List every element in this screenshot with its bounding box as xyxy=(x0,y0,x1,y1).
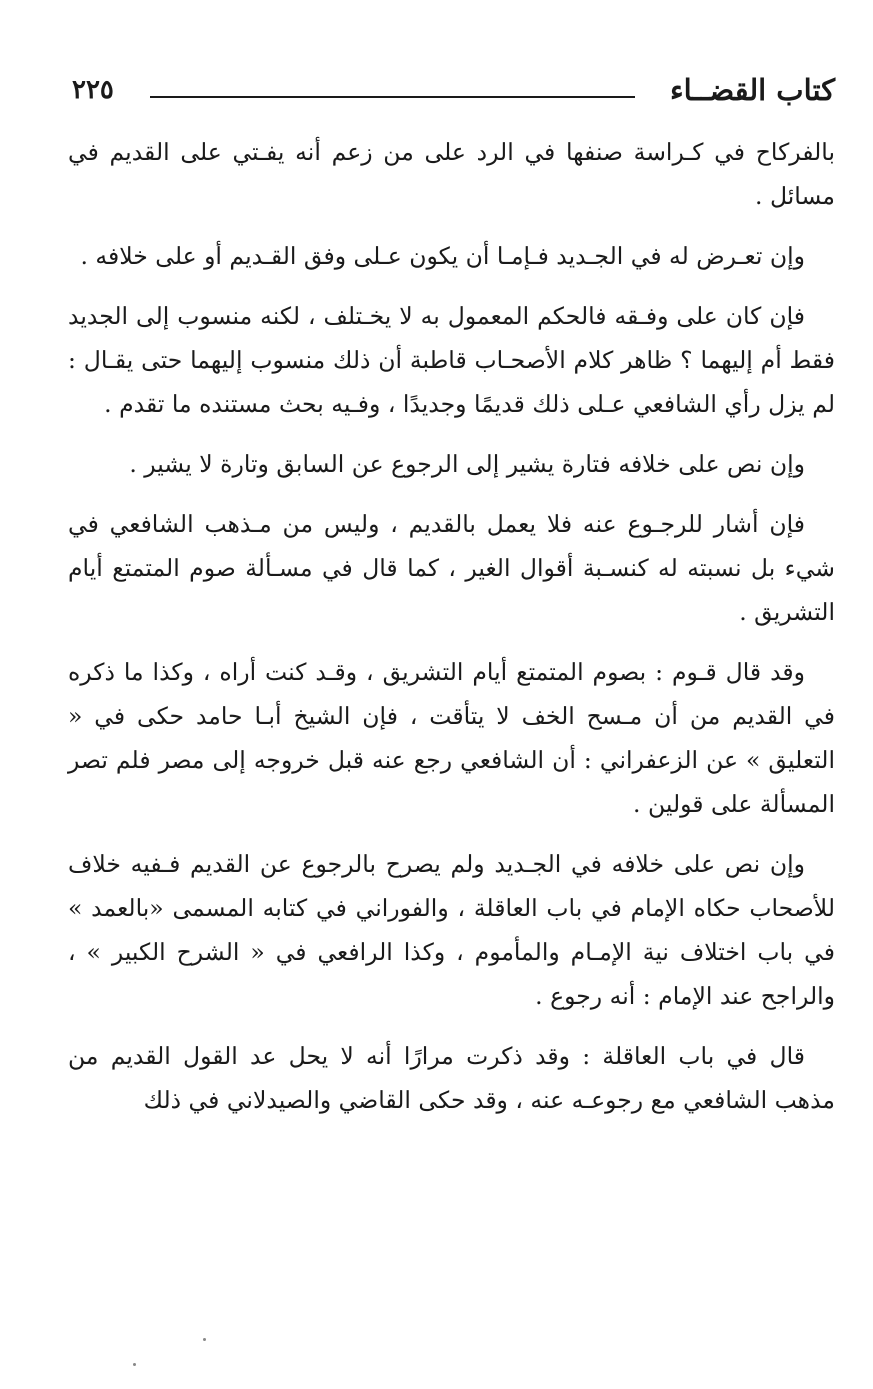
paragraph: وإن نص على خلافه فتارة يشير إلى الرجوع عن السابق وتارة لا يشير . xyxy=(129,450,805,478)
page-header xyxy=(68,70,835,110)
scan-speck xyxy=(133,1363,136,1366)
paragraph: فإن أشار للرجـوع عنه فلا يعمل بالقديم ، وليس من مـذهب الشافعي في شيء بل نسبته له كنسـبة أقوال الغير ، كما قال في مسـألة صوم المتمتع أيام التشريق . xyxy=(68,510,835,626)
paragraph: فإن كان على وفـقه فالحكم المعمول به لا يخـتلف ، لكنه منسوب إلى الجديد فقط أم إليهما ؟ ظاهر كلام الأصحـاب قاطبة أن ذلك منسوب إليهما حتى يقـال : لم يزل رأي الشافعي عـلى ذلك قديمًا وجديدًا ، وفـيه بحث مستنده ما تقدم . xyxy=(68,302,835,418)
header-rule xyxy=(150,96,635,98)
paragraph: بالفركاح في كـراسة صنفها في الرد على من زعم أنه يفـتي على القديم في مسائل . xyxy=(68,138,835,210)
paragraph: وإن تعـرض له في الجـديد فـإمـا أن يكون عـلى وفق القـديم أو على خلافه . xyxy=(80,242,805,270)
paragraph: قال في باب العاقلة : وقد ذكرت مرارًا أنه لا يحل عد القول القديم من مذهب الشافعي مع رجوعـه عنه ، وقد حكى القاضي والصيدلاني في ذلك xyxy=(68,1042,835,1114)
scan-speck xyxy=(203,1338,206,1341)
paragraph: وقد قال قـوم : بصوم المتمتع أيام التشريق ، وقـد كنت أراه ، وكذا ما ذكره في القديم من أن مـسح الخف لا يتأقت ، فإن الشيخ أبـا حامد حكى في « التعليق » عن الزعفراني : أن الشافعي رجع عنه قبل خروجه إلى مصر فلم تصر المسألة على قولين . xyxy=(68,658,835,818)
paragraph: وإن نص على خلافه في الجـديد ولم يصرح بالرجوع عن القديم فـفيه خلاف للأصحاب حكاه الإمام في باب العاقلة ، والفوراني في كتابه المسمى «بالعمد » في باب اختلاف نية الإمـام والمأموم ، وكذا الرافعي في « الشرح الكبير » ، والراجح عند الإمام : أنه رجوع . xyxy=(68,850,835,1010)
body-text xyxy=(68,130,835,1138)
running-title: كتاب القضــاء xyxy=(670,73,835,107)
page-number: ٢٢٥ xyxy=(72,75,114,105)
